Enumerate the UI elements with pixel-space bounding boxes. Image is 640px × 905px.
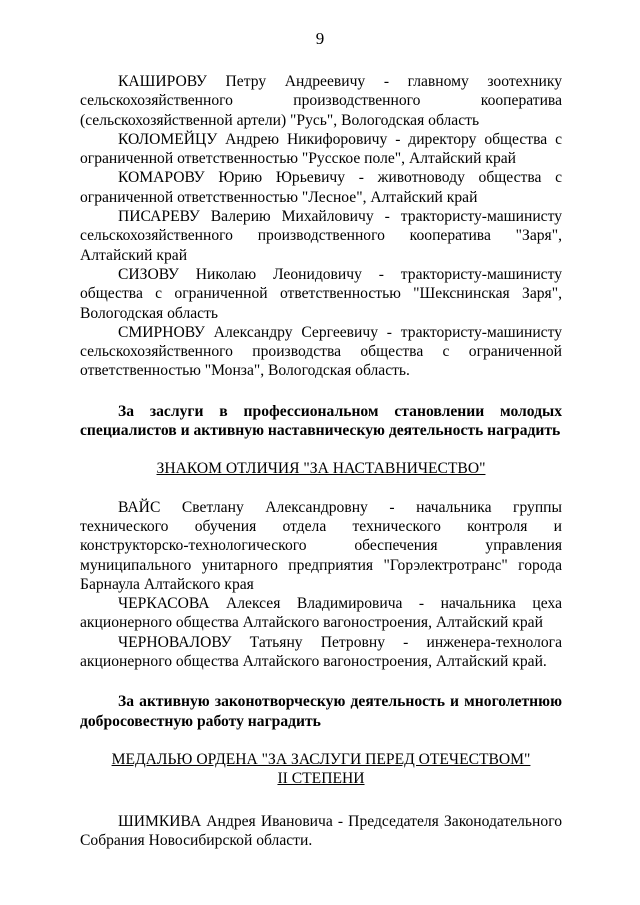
- award-title: ЗНАКОМ ОТЛИЧИЯ "ЗА НАСТАВНИЧЕСТВО": [156, 460, 486, 478]
- award-title: МЕДАЛЬЮ ОРДЕНА "ЗА ЗАСЛУГИ ПЕРЕД ОТЕЧЕСТВОМ": [111, 750, 531, 768]
- award-entry: СМИРНОВУ Александру Сергеевичу - трактористу-машинисту сельскохозяйственного производства общества с ограниченной ответственностью "Монза", Вологодская область.: [80, 323, 562, 380]
- award-entry: ШИМКИВА Андрея Ивановича - Председателя Законодательного Собрания Новосибирской области.: [80, 812, 562, 849]
- page-number: 9: [315, 29, 325, 48]
- award-entry: ВАЙС Светлану Александровну - начальника группы технического обучения отдела технического контроля и конструкторско-технологического обеспечения управления муниципального унитарного предприятия "Горэлектротранс" города Барнаула Алтайского края: [80, 498, 562, 593]
- award-entry: ЧЕРНОВАЛОВУ Татьяну Петровну - инженера-технолога акционерного общества Алтайского вагоностроения, Алтайский край.: [80, 633, 562, 671]
- document-body: [80, 72, 562, 850]
- award-intro: За активную законотворческую деятельность и многолетнюю добросовестную работу наградить: [80, 693, 562, 730]
- award-title-degree: II СТЕПЕНИ: [277, 770, 365, 788]
- award-entry: ПИСАРЕВУ Валерию Михайловичу - трактористу-машинисту сельскохозяйственного производственного кооператива "Заря", Алтайский край: [80, 208, 562, 264]
- award-entry: КОМАРОВУ Юрию Юрьевичу - животноводу общества с ограниченной ответственностью "Лесное", Алтайский край: [80, 169, 562, 206]
- award-entry: ЧЕРКАСОВА Алексея Владимировича - начальника цеха акционерного общества Алтайского вагоностроения, Алтайский край: [80, 595, 562, 632]
- award-intro: За заслуги в профессиональном становлении молодых специалистов и активную наставническую деятельность наградить: [80, 402, 562, 440]
- award-entry: КАШИРОВУ Петру Андреевичу - главному зоотехнику сельскохозяйственного производственного кооператива (сельскохозяйственной артели) "Русь", Вологодская область: [80, 73, 562, 129]
- award-entry: КОЛОМЕЙЦУ Андрею Никифоровичу - директору общества с ограниченной ответственностью "Русское поле", Алтайский край: [80, 130, 562, 168]
- award-entry: СИЗОВУ Николаю Леонидовичу - трактористу-машинисту общества с ограниченной ответственностью "Шекснинская Заря", Вологодская область: [80, 265, 562, 322]
